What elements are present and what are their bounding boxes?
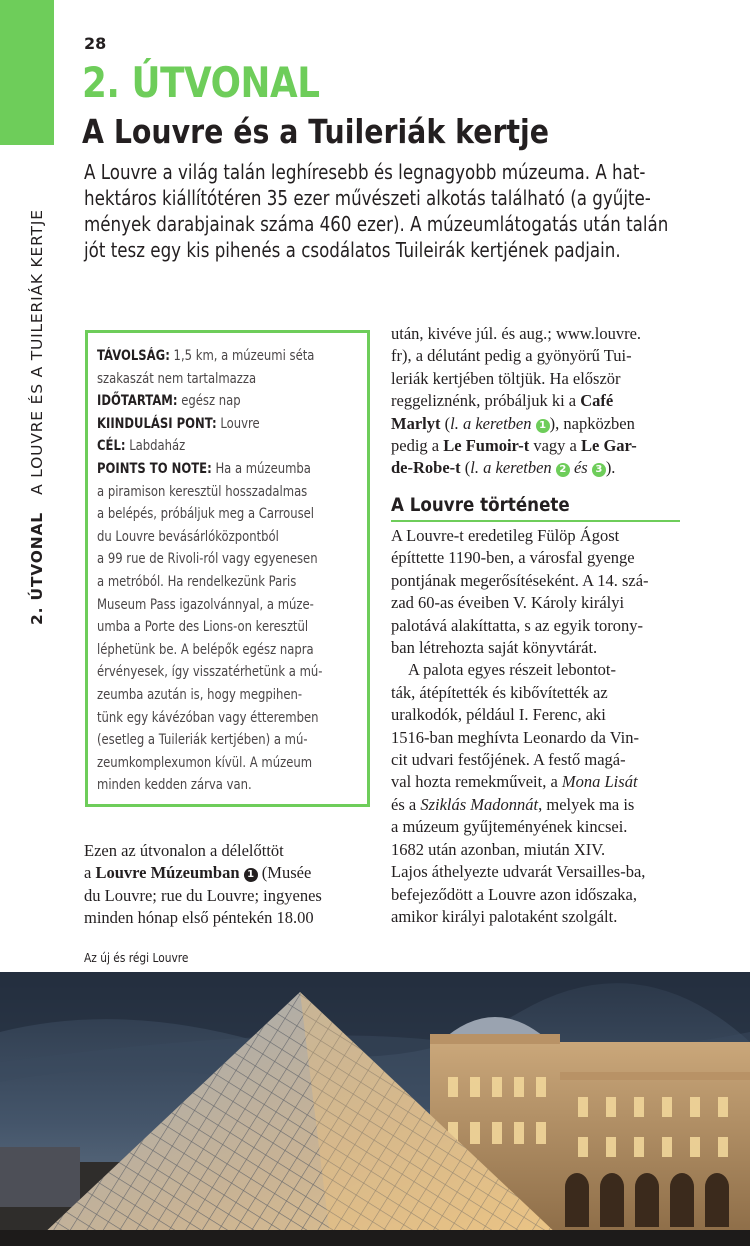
body-line: ban létrehozta saját könyvtárát.	[391, 638, 598, 658]
restaurant-name: Le Fumoir-t	[443, 436, 530, 456]
distance-value: 1,5 km, a múzeumi séta	[169, 348, 315, 364]
body-line: befejeződött a Louvre azon időszaka,	[391, 884, 638, 904]
body-line: a múzeum gyűjteményének kincsei.	[391, 817, 628, 837]
body-line: du Louvre; rue du Louvre; ingyenes	[84, 885, 322, 905]
louvre-pyramid-photo	[0, 972, 750, 1246]
body-line: pontjának megerősítéseként. A 14. szá-	[391, 570, 649, 590]
body-text: ).	[605, 458, 616, 478]
body-text: reggeliznénk, próbáljuk ki a	[391, 391, 581, 411]
route-label: 2. ÚTVONAL	[82, 58, 320, 107]
intro-line: jót tesz egy kis pihenés a csodálatos Tuileirák kertjének padjain.	[84, 238, 621, 262]
cafe-name: Marlyt	[391, 413, 441, 433]
body-line: leriák kertjében töltjük. Ha először	[391, 368, 621, 388]
notes-line: léphetünk be. A belépők egész napra	[97, 641, 314, 658]
artwork-title: Sziklás Madonnát	[420, 794, 539, 814]
intro-line: mények darabjainak száma 460 ezer). A múzeumlátogatás után talán	[84, 212, 669, 236]
notes-line: a belépés, próbáljuk meg a Carrousel	[97, 506, 315, 523]
notes-line: du Louvre bevásárlóközpontból	[97, 528, 279, 545]
start-label: KIINDULÁSI PONT:	[97, 415, 217, 432]
body-line: ták, átépítették és kibővítették az	[391, 682, 608, 702]
body-line: palotává alakíttatta, s az egyik torony-	[391, 615, 643, 635]
body-text-right	[391, 323, 641, 480]
body-line: 1682 után azonban, miután XIV.	[391, 839, 606, 859]
intro-paragraph	[84, 159, 669, 263]
map-marker-1: 1	[244, 868, 258, 882]
notes-line: (esetleg a Tuileriák kertjében) a mú-	[97, 732, 308, 749]
body-text: és a	[391, 794, 421, 814]
body-line: 1516-ban meghívta Leonardo da Vin-	[391, 727, 639, 747]
history-heading-rule	[391, 520, 680, 522]
restaurant-name: Le Gar-	[581, 436, 637, 456]
food-marker-2: 2	[556, 463, 570, 477]
notes-line: a 99 rue de Rivoli-ról vagy egyenesen	[97, 551, 318, 568]
duration-label: IDŐTARTAM:	[97, 393, 178, 410]
notes-value: Ha a múzeumba	[211, 460, 311, 477]
notes-line: zeumba azután is, hogy megpihen-	[97, 686, 303, 703]
notes-line: umba a Porte des Lions-on keresztül	[97, 619, 309, 636]
notes-line: érvényesek, így visszatérhetünk a mú-	[97, 664, 323, 681]
running-head	[28, 209, 46, 625]
body-text: , melyek ma is	[538, 794, 635, 814]
distance-value-cont: szakaszát nem tartalmazza	[97, 370, 257, 387]
body-line: A Louvre-t eredetileg Fülöp Ágost	[391, 526, 620, 545]
goal-label: CÉL:	[97, 438, 126, 455]
route-info-text	[97, 345, 322, 797]
artwork-title: Mona Lisát	[561, 772, 638, 792]
body-line: minden hónap első péntekén 18.00	[84, 908, 314, 928]
chapter-color-tab	[0, 0, 54, 145]
cafe-name: Café	[580, 391, 614, 411]
distance-label: TÁVOLSÁG:	[97, 348, 170, 364]
history-text	[391, 525, 649, 928]
body-text: a	[84, 863, 96, 883]
body-text: (	[440, 413, 451, 433]
notes-line: tünk egy kávézóban vagy étteremben	[97, 709, 319, 726]
duration-value: egész nap	[177, 393, 241, 410]
body-text: vagy a	[529, 436, 582, 456]
see-box-note: l. a keretben	[450, 413, 532, 433]
louvre-museum-link: Louvre Múzeumban	[95, 863, 240, 883]
intro-line: A Louvre a világ talán leghíresebb és legnagyobb múzeuma. A hat-	[84, 160, 646, 184]
and-word: és	[573, 458, 588, 478]
body-text: (	[460, 458, 471, 478]
page-title: A Louvre és a Tuileriák kertje	[82, 112, 549, 151]
goal-value: Labdaház	[125, 438, 186, 455]
start-value: Louvre	[216, 415, 260, 432]
restaurant-name: de-Robe-t	[391, 458, 461, 478]
body-text: val hozta remekműveit, a	[391, 772, 562, 792]
body-text: pedig a	[391, 436, 444, 456]
body-line: fr), a délutánt pedig a gyönyörű Tui-	[391, 346, 632, 366]
notes-line: minden kedden zárva van.	[97, 777, 252, 794]
intro-line: hektáros kiállítótéren 35 ezer művészeti alkotás található (a gyűjte-	[84, 186, 651, 210]
food-marker-3: 3	[592, 463, 606, 477]
notes-line: a metróból. Ha rendelkezünk Paris	[97, 573, 297, 590]
see-box-note: l. a keretben	[470, 458, 552, 478]
running-head-title: A LOUVRE ÉS A TUILERIÁK KERTJE	[28, 209, 46, 495]
page-number: 28	[84, 34, 107, 53]
body-line: amikor királyi palotaként szolgált.	[391, 906, 618, 926]
body-line: zad 60-as éveiben V. Károly királyi	[391, 593, 625, 613]
body-text: ), napközben	[549, 413, 635, 433]
body-text: (Musée	[257, 863, 312, 883]
body-line: uralkodók, például I. Ferenc, aki	[391, 705, 606, 725]
notes-label: POINTS TO NOTE:	[97, 460, 212, 477]
body-text-left	[84, 840, 322, 930]
notes-line: zeumkomplexumon kívül. A múzeum	[97, 754, 313, 771]
body-line: Lajos áthelyezte udvarát Versailles-ba,	[391, 862, 646, 882]
body-line: A palota egyes részeit lebontot-	[408, 660, 617, 680]
body-line: cit udvari festőjének. A festő magá-	[391, 750, 626, 770]
body-line: után, kivéve júl. és aug.; www.louvre.	[391, 324, 642, 343]
body-line: Ezen az útvonalon a délelőttöt	[84, 841, 284, 860]
photo-caption: Az új és régi Louvre	[84, 950, 189, 965]
notes-line: Museum Pass igazolvánnyal, a múze-	[97, 596, 314, 613]
history-heading: A Louvre története	[391, 494, 570, 516]
notes-line: a piramison keresztül hosszadalmas	[97, 483, 308, 500]
running-head-route: 2. ÚTVONAL	[28, 512, 46, 625]
body-line: építtette 1190-ben, a városfal gyenge	[391, 548, 635, 568]
food-marker-1: 1	[536, 419, 550, 433]
